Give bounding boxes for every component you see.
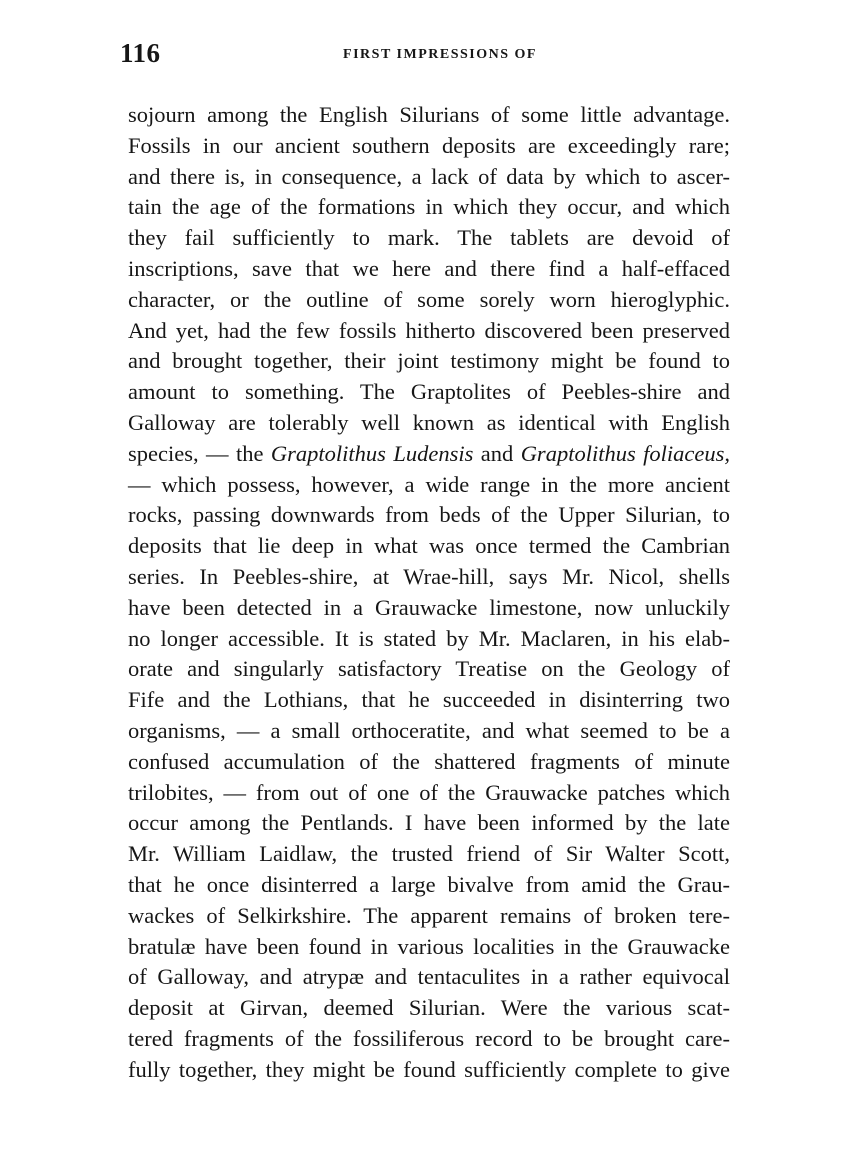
text-line: deposit at Girvan, deemed Silurian. Were the various scat- xyxy=(128,995,730,1021)
text-line: tered fragments of the fossiliferous record to be brought care- xyxy=(128,1025,730,1051)
text-line: Fife and the Lothians, that he succeeded in disinterring two xyxy=(128,687,730,713)
text-line: confused accumulation of the shattered fragments of minute xyxy=(128,748,730,774)
text-line: Fossils in our ancient southern deposits are exceedingly rare; xyxy=(128,132,730,158)
italic-species-name: Graptolithus foliaceus, xyxy=(520,440,730,466)
text-line: and brought together, their joint testimony might be found to xyxy=(128,348,730,374)
text-line: series. In Peebles-shire, at Wrae-hill, says Mr. Nicol, shells xyxy=(128,563,730,589)
text-line: that he once disinterred a large bivalve from amid the Grau- xyxy=(128,871,730,897)
text-line xyxy=(128,439,730,470)
text-line: amount to something. The Graptolites of Peebles-shire and xyxy=(128,379,730,405)
text-line: occur among the Pentlands. I have been informed by the late xyxy=(128,810,730,836)
text-line: Mr. William Laidlaw, the trusted friend of Sir Walter Scott, xyxy=(128,841,730,867)
text-line: fully together, they might be found sufficiently complete to give xyxy=(128,1056,730,1082)
text-line: inscriptions, save that we here and there find a half-effaced xyxy=(128,255,730,281)
text-line: organisms, — a small orthoceratite, and what seemed to be a xyxy=(128,717,730,743)
text-line: And yet, had the few fossils hitherto discovered been preserved xyxy=(128,317,730,343)
italic-species-name: Graptolithus Ludensis xyxy=(270,440,474,466)
text-line: sojourn among the English Silurians of some little advantage. xyxy=(128,102,730,127)
text-line: trilobites, — from out of one of the Grauwacke patches which xyxy=(128,779,730,805)
text-line: character, or the outline of some sorely worn hieroglyphic. xyxy=(128,286,730,312)
text-line: rocks, passing downwards from beds of the Upper Silurian, to xyxy=(128,502,730,528)
text-line: they fail sufficiently to mark. The tablets are devoid of xyxy=(128,225,730,251)
page-header xyxy=(120,38,730,72)
text-line: bratulæ have been found in various localities in the Grauwacke xyxy=(128,933,730,959)
text-line: deposits that lie deep in what was once termed the Cambrian xyxy=(128,533,730,559)
text-line: orate and singularly satisfactory Treatise on the Geology of xyxy=(128,656,730,682)
body-text xyxy=(128,100,730,1086)
text-segment: and xyxy=(473,440,521,466)
text-segment: species, — the xyxy=(128,440,271,466)
text-line: wackes of Selkirkshire. The apparent remains of broken tere- xyxy=(128,902,730,928)
running-head: FIRST IMPRESSIONS OF xyxy=(343,47,537,62)
text-line: — which possess, however, a wide range in the more ancient xyxy=(128,471,730,497)
text-line: Galloway are tolerably well known as identical with English xyxy=(128,409,730,435)
text-line: and there is, in consequence, a lack of data by which to ascer- xyxy=(128,163,730,189)
text-line: tain the age of the formations in which they occur, and which xyxy=(128,194,730,220)
text-line: no longer accessible. It is stated by Mr. Maclaren, in his elab- xyxy=(128,625,730,651)
text-line: have been detected in a Grauwacke limestone, now unluckily xyxy=(128,594,730,620)
text-line: of Galloway, and atrypæ and tentaculites in a rather equivocal xyxy=(128,964,730,990)
page-number: 116 xyxy=(120,38,161,68)
